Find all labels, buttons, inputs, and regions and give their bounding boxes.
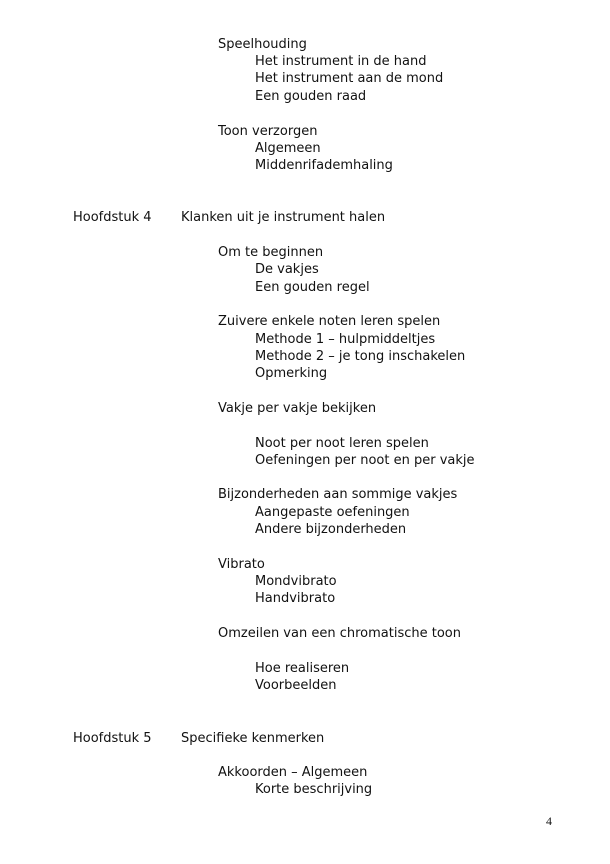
toc-item: Noot per noot leren spelen	[255, 436, 429, 451]
toc-item: De vakjes	[255, 262, 319, 277]
toc-item: Hoe realiseren	[255, 661, 350, 676]
toc-section: Toon verzorgen	[218, 124, 318, 139]
page-number: 4	[546, 814, 552, 828]
toc-item: Mondvibrato	[255, 574, 337, 589]
toc-section: Omzeilen van een chromatische toon	[218, 626, 461, 641]
toc-item: Andere bijzonderheden	[255, 522, 407, 537]
toc-section: Vakje per vakje bekijken	[218, 401, 377, 416]
toc-item: Korte beschrijving	[255, 782, 373, 797]
chapter-title: Specifieke kenmerken	[181, 731, 325, 746]
toc-item: Aangepaste oefeningen	[255, 505, 410, 520]
toc-item: Een gouden regel	[255, 280, 370, 295]
toc-section: Zuivere enkele noten leren spelen	[218, 314, 441, 329]
toc-section: Bijzonderheden aan sommige vakjes	[218, 487, 458, 502]
toc-item: Middenrifademhaling	[255, 158, 393, 173]
toc-item: Het instrument in de hand	[255, 54, 427, 69]
toc-section: Akkoorden – Algemeen	[218, 765, 368, 780]
toc-item: Oefeningen per noot en per vakje	[255, 453, 475, 468]
toc-item: Methode 2 – je tong inschakelen	[255, 349, 466, 364]
toc-section: Vibrato	[218, 557, 265, 572]
toc-section: Speelhouding	[218, 37, 307, 52]
toc-item: Handvibrato	[255, 591, 336, 606]
chapter-label: Hoofdstuk 4	[73, 210, 152, 225]
toc-item: Methode 1 – hulpmiddeltjes	[255, 332, 436, 347]
toc-item: Opmerking	[255, 366, 328, 381]
toc-item: Voorbeelden	[255, 678, 337, 693]
chapter-title: Klanken uit je instrument halen	[181, 210, 386, 225]
toc-item: Het instrument aan de mond	[255, 71, 444, 86]
toc-section: Om te beginnen	[218, 245, 324, 260]
toc-item: Een gouden raad	[255, 89, 367, 104]
toc-item: Algemeen	[255, 141, 321, 156]
chapter-label: Hoofdstuk 5	[73, 731, 152, 746]
